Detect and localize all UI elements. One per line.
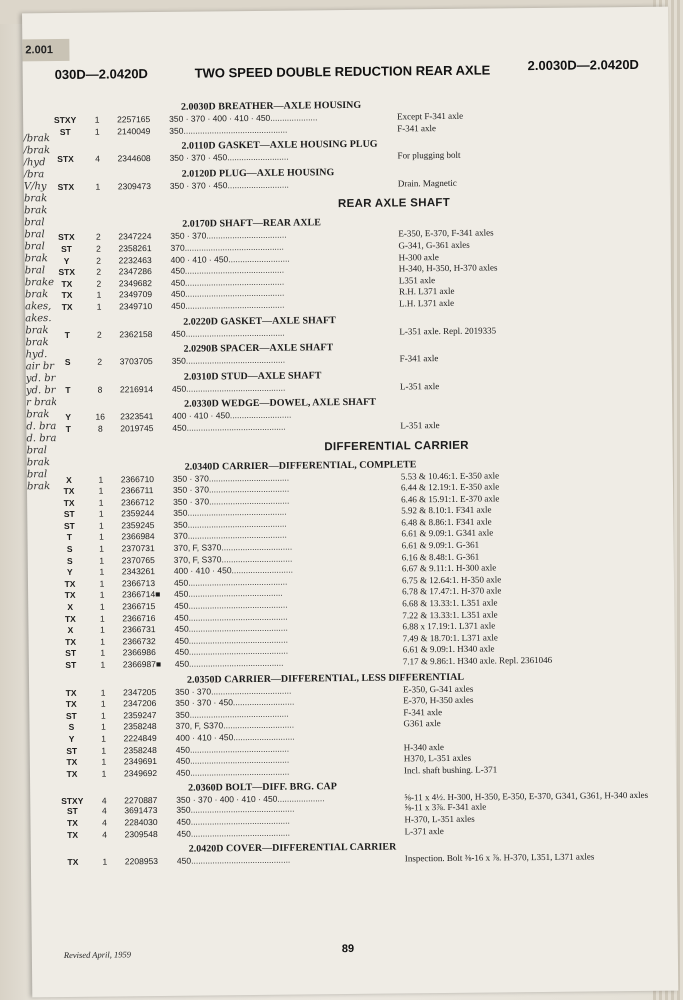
part-number: 2216914 bbox=[119, 383, 154, 395]
description: L-351 axle. Repl. 2019335 bbox=[399, 324, 497, 336]
applicable-models: 400 · 410 · 450.......................... bbox=[170, 253, 290, 265]
description: ⅝-11 x 3⅞. F-341 axle bbox=[404, 801, 487, 813]
model-code: TX bbox=[66, 757, 78, 768]
part-number: 2366712 bbox=[121, 496, 155, 508]
margin-fragment: bral bbox=[24, 229, 45, 241]
applicable-models: 450.......................................... bbox=[176, 854, 291, 866]
description: 6.61 & 9.09:1. G341 axle bbox=[401, 527, 494, 539]
description: 6.61 & 9.09:1. G-361 bbox=[401, 539, 480, 551]
quantity: 1 bbox=[101, 756, 107, 767]
quantity: 4 bbox=[102, 817, 107, 828]
applicable-models: 370.......................................... bbox=[170, 241, 284, 253]
catalog-page bbox=[22, 7, 678, 998]
quantity: 16 bbox=[95, 411, 106, 422]
part-group-title: 2.0170D SHAFT—REAR AXLE bbox=[182, 217, 321, 231]
part-number: 2019745 bbox=[120, 422, 154, 434]
applicable-models: 350 · 370 · 450.......................... bbox=[175, 696, 295, 709]
quantity: 1 bbox=[99, 543, 105, 554]
quantity: 4 bbox=[101, 805, 107, 816]
description: L-351 axle bbox=[399, 380, 440, 392]
part-number: 2257165 bbox=[117, 114, 151, 125]
description: L351 axle bbox=[398, 274, 436, 286]
applicable-models: 350 · 370 · 400 · 410 · 450.................... bbox=[169, 112, 318, 124]
part-number: 2309548 bbox=[124, 828, 158, 839]
quantity: 1 bbox=[99, 578, 105, 589]
applicable-models: 350 · 370.................................. bbox=[173, 495, 290, 507]
description: 6.75 & 12.64:1. H-350 axle bbox=[401, 574, 502, 586]
quantity: 8 bbox=[97, 423, 103, 434]
margin-fragment: brak bbox=[24, 205, 48, 217]
description: H-300 axle bbox=[398, 251, 439, 263]
margin-fragment: brak bbox=[26, 457, 50, 469]
part-group-title: 2.0120D PLUG—AXLE HOUSING bbox=[181, 166, 335, 180]
description: 6.68 & 13.33:1. L351 axle bbox=[402, 597, 498, 609]
part-number: 2366710 bbox=[120, 473, 155, 484]
quantity: 2 bbox=[96, 266, 102, 277]
margin-fragment: brak bbox=[25, 337, 49, 349]
model-code: ST bbox=[65, 710, 77, 721]
quantity: 1 bbox=[96, 301, 102, 312]
part-group-title: 2.0330D WEDGE—DOWEL, AXLE SHAFT bbox=[184, 397, 376, 411]
model-code: ST bbox=[66, 806, 78, 817]
applicable-models: 450.......................................... bbox=[170, 287, 285, 300]
model-code: TX bbox=[61, 290, 73, 301]
applicable-models: 350.......................................... bbox=[175, 708, 289, 720]
model-code: T bbox=[64, 329, 71, 340]
section-heading: DIFFERENTIAL CARRIER bbox=[324, 439, 469, 453]
part-number: 3703705 bbox=[119, 356, 153, 367]
description: L-351 axle bbox=[400, 419, 440, 431]
description: 7.22 & 13.33:1. L351 axle bbox=[402, 609, 498, 621]
description: 5.92 & 8.10:1. F341 axle bbox=[401, 504, 492, 516]
quantity: 1 bbox=[98, 520, 104, 531]
model-code: TX bbox=[66, 768, 78, 779]
part-number: 2370765 bbox=[121, 554, 155, 566]
applicable-models: 350.......................................... bbox=[173, 506, 287, 519]
model-code: ST bbox=[63, 509, 75, 520]
description: ⅝-11 x 4½. H-300, H-350, E-350, E-370, G341, G361, H-340 axles bbox=[404, 790, 649, 803]
margin-fragment: /brak bbox=[23, 145, 51, 157]
model-code: STXY bbox=[61, 796, 84, 807]
margin-fragment: bral bbox=[26, 445, 47, 457]
part-number: 2349709 bbox=[118, 289, 153, 300]
quantity: 1 bbox=[102, 856, 108, 867]
description: G-341, G-361 axles bbox=[398, 239, 470, 251]
model-code: STXY bbox=[53, 114, 77, 126]
description: H-340 axle bbox=[403, 741, 445, 752]
applicable-models: 450.......................................... bbox=[176, 827, 291, 839]
margin-fragment: brak bbox=[23, 193, 48, 205]
header-left-range: 030D—2.0420D bbox=[54, 66, 148, 83]
part-group-title: 2.0030D BREATHER—AXLE HOUSING bbox=[180, 99, 362, 113]
part-group-title: 2.0360D BOLT—DIFF. BRG. CAP bbox=[188, 781, 337, 795]
description: H370, L-351 axles bbox=[403, 752, 472, 764]
model-code: STX bbox=[57, 181, 75, 192]
model-code: ST bbox=[63, 520, 75, 531]
parts-list bbox=[53, 93, 681, 868]
part-number: 2366715 bbox=[122, 601, 156, 612]
description: Except F-341 axle bbox=[397, 110, 464, 122]
quantity: 2 bbox=[96, 243, 101, 254]
margin-fragment: brak bbox=[25, 325, 49, 337]
description: E-350, E-370, F-341 axles bbox=[398, 227, 494, 239]
part-number: 2366731 bbox=[122, 624, 156, 635]
margin-fragment: akes, bbox=[25, 301, 52, 313]
model-code: X bbox=[67, 625, 74, 636]
part-group-title: 2.0350D CARRIER—DIFFERENTIAL, LESS DIFFERENTIAL bbox=[186, 671, 465, 686]
part-number: 2349682 bbox=[118, 277, 152, 289]
description: 6.44 & 12.19:1. E-350 axle bbox=[400, 481, 500, 493]
part-number: 2347286 bbox=[118, 266, 152, 277]
margin-fragment: brak bbox=[26, 409, 50, 421]
quantity: 1 bbox=[98, 497, 104, 508]
model-code: TX bbox=[63, 485, 75, 497]
applicable-models: 450.......................................... bbox=[171, 299, 285, 311]
model-code: TX bbox=[65, 699, 77, 710]
margin-fragment: bral bbox=[24, 217, 45, 229]
model-code: TX bbox=[67, 817, 78, 828]
part-number: 2232463 bbox=[118, 254, 152, 265]
part-number: 2349710 bbox=[119, 300, 153, 312]
model-code: X bbox=[67, 601, 74, 612]
description: 6.67 & 9.11:1. H-300 axle bbox=[401, 562, 497, 574]
model-code: TX bbox=[65, 687, 77, 698]
margin-fragment: yd. br bbox=[25, 385, 56, 397]
applicable-models: 450.......................................... bbox=[174, 634, 289, 646]
margin-fragment: brake bbox=[24, 277, 55, 289]
applicable-models: 450.......................................... bbox=[174, 611, 288, 623]
description: 7.49 & 18.70:1. L371 axle bbox=[402, 632, 498, 644]
model-code: ST bbox=[65, 659, 77, 670]
applicable-models: 350............................................ bbox=[176, 803, 295, 816]
quantity: 1 bbox=[101, 733, 107, 744]
part-group-title: 2.0340D CARRIER—DIFFERENTIAL, COMPLETE bbox=[184, 458, 417, 473]
margin-fragment: yd. br bbox=[25, 373, 56, 385]
part-number: 2140049 bbox=[117, 125, 151, 136]
part-number: 2366987■ bbox=[122, 658, 162, 670]
margin-fragment: brak bbox=[26, 481, 51, 493]
header-right-range: 2.0030D—2.0420D bbox=[527, 56, 639, 74]
margin-fragment: air br bbox=[25, 361, 55, 373]
part-number: 2370731 bbox=[121, 543, 155, 554]
part-number: 2284030 bbox=[124, 816, 158, 828]
part-number: 2270887 bbox=[124, 795, 158, 806]
margin-fragment: d. bra bbox=[26, 421, 57, 433]
quantity: 1 bbox=[99, 601, 105, 612]
quantity: 2 bbox=[95, 231, 101, 242]
quantity: 1 bbox=[98, 508, 104, 519]
model-code: X bbox=[66, 474, 72, 485]
applicable-models: 450.......................................... bbox=[175, 766, 290, 778]
quantity: 1 bbox=[101, 721, 106, 732]
quantity: 1 bbox=[100, 624, 105, 635]
model-code: TX bbox=[64, 590, 76, 601]
description: E-350, G-341 axles bbox=[403, 683, 474, 695]
part-number: 2366732 bbox=[122, 635, 156, 647]
applicable-models: 400 · 410 · 450.......................... bbox=[172, 409, 292, 422]
quantity: 1 bbox=[99, 589, 105, 601]
part-number: 3691473 bbox=[124, 805, 158, 816]
applicable-models: 350 · 370 · 450.......................... bbox=[169, 179, 289, 191]
quantity: 1 bbox=[101, 768, 107, 779]
page-tab: 2.001 bbox=[22, 39, 69, 61]
description: Incl. shaft bushing. L-371 bbox=[403, 764, 498, 776]
part-number: 2349692 bbox=[123, 767, 158, 779]
model-code: TX bbox=[61, 278, 73, 289]
quantity: 4 bbox=[102, 829, 108, 840]
quantity: 1 bbox=[94, 114, 100, 125]
applicable-models: 400 · 410 · 450.......................... bbox=[175, 731, 295, 743]
quantity: 1 bbox=[94, 126, 100, 137]
applicable-models: 350 · 370.................................. bbox=[175, 685, 292, 697]
part-number: 2347224 bbox=[118, 231, 152, 242]
applicable-models: 450.......................................... bbox=[173, 576, 288, 588]
description: For plugging bolt bbox=[397, 149, 461, 161]
model-code: STX bbox=[58, 232, 75, 243]
applicable-models: 350 · 370.................................. bbox=[170, 229, 287, 242]
margin-fragment: brak bbox=[24, 289, 49, 301]
quantity: 2 bbox=[96, 329, 102, 340]
margin-fragment: brak bbox=[24, 253, 48, 265]
part-group-title: 2.0220D GASKET—AXLE SHAFT bbox=[183, 314, 336, 328]
model-code: ST bbox=[65, 648, 77, 659]
part-group-title: 2.0110D GASKET—AXLE HOUSING PLUG bbox=[181, 138, 378, 152]
part-number: 2366714■ bbox=[122, 589, 161, 600]
quantity: 1 bbox=[99, 566, 105, 577]
applicable-models: 450........................................ bbox=[174, 588, 283, 600]
description: H-340, H-350, H-370 axles bbox=[398, 262, 498, 274]
margin-fragment: bral bbox=[24, 265, 46, 277]
part-group-title: 2.0310D STUD—AXLE SHAFT bbox=[183, 369, 322, 383]
description: G361 axle bbox=[403, 718, 441, 729]
model-code: TX bbox=[67, 829, 79, 840]
model-code: TX bbox=[65, 636, 77, 647]
part-number: 2366986 bbox=[122, 647, 156, 658]
quantity: 1 bbox=[98, 474, 104, 485]
quantity: 4 bbox=[95, 153, 100, 164]
quantity: 1 bbox=[100, 698, 106, 709]
model-code: T bbox=[65, 423, 72, 434]
quantity: 1 bbox=[100, 636, 106, 647]
applicable-models: 350.......................................... bbox=[173, 518, 287, 530]
quantity: 1 bbox=[101, 745, 107, 756]
description: 6.16 & 8.48:1. G-361 bbox=[401, 551, 480, 563]
margin-fragment: /brak bbox=[23, 133, 50, 145]
part-number: 2323541 bbox=[120, 411, 154, 422]
quantity: 1 bbox=[96, 289, 102, 300]
model-code: T bbox=[65, 384, 71, 395]
model-code: S bbox=[64, 357, 71, 368]
description: 6.88 x 17.19:1. L371 axle bbox=[402, 620, 496, 632]
model-code: ST bbox=[66, 745, 78, 756]
part-number: 2366713 bbox=[121, 577, 156, 589]
margin-fragment: /bra bbox=[23, 169, 45, 181]
model-code: Y bbox=[66, 567, 73, 578]
quantity: 8 bbox=[97, 384, 103, 395]
margin-fragment: V/hy bbox=[23, 181, 47, 193]
quantity: 1 bbox=[100, 659, 106, 670]
part-number: 2344608 bbox=[117, 153, 151, 164]
description: 5.53 & 10.46:1. E-350 axle bbox=[400, 469, 500, 481]
model-code: Y bbox=[65, 412, 72, 423]
applicable-models: 370, F, S370.............................. bbox=[175, 719, 295, 732]
applicable-models: 450........................................ bbox=[174, 657, 284, 669]
margin-fragment: bral bbox=[24, 241, 45, 253]
applicable-models: 370.......................................... bbox=[173, 530, 287, 542]
applicable-models: 450.......................................... bbox=[174, 599, 288, 611]
margin-fragment: /hyd bbox=[23, 157, 46, 169]
applicable-models: 350 · 370.................................. bbox=[172, 483, 290, 495]
description: 7.17 & 9.86:1. H340 axle. Repl. 2361046 bbox=[402, 654, 553, 667]
part-number: 2347205 bbox=[123, 686, 157, 697]
margin-fragment: hyd. bbox=[25, 349, 48, 361]
model-code: ST bbox=[59, 126, 71, 137]
page-title: TWO SPEED DOUBLE REDUCTION REAR AXLE bbox=[194, 62, 491, 81]
applicable-models: 350............................................ bbox=[169, 124, 288, 136]
part-group-title: 2.0290B SPACER—AXLE SHAFT bbox=[183, 342, 334, 355]
model-code: Y bbox=[68, 733, 75, 744]
applicable-models: 350.......................................... bbox=[171, 354, 286, 366]
applicable-models: 450.......................................... bbox=[175, 754, 290, 766]
revision-note: Revised April, 1959 bbox=[63, 949, 132, 960]
page-number: 89 bbox=[341, 942, 355, 956]
part-number: 2359247 bbox=[123, 709, 157, 721]
description: 6.48 & 8.86:1. F341 axle bbox=[401, 516, 492, 528]
applicable-models: 450.......................................... bbox=[171, 382, 286, 394]
applicable-models: 350 · 370 · 400 · 410 · 450.................... bbox=[176, 793, 325, 806]
quantity: 1 bbox=[99, 613, 105, 624]
quantity: 2 bbox=[96, 255, 102, 266]
part-number: 2366984 bbox=[121, 531, 155, 542]
description: E-370, H-350 axles bbox=[403, 694, 474, 706]
quantity: 1 bbox=[99, 555, 105, 566]
applicable-models: 370, F, S370.............................. bbox=[173, 553, 293, 565]
applicable-models: 450.......................................... bbox=[171, 327, 285, 339]
description: L.H. L371 axle bbox=[399, 297, 455, 309]
part-number: 2358248 bbox=[123, 744, 157, 755]
applicable-models: 450.......................................... bbox=[170, 264, 285, 276]
applicable-models: 370, F, S370.............................. bbox=[173, 541, 293, 553]
part-number: 2366711 bbox=[120, 485, 154, 496]
model-code: ST bbox=[60, 243, 72, 254]
quantity: 1 bbox=[99, 532, 104, 543]
model-code: TX bbox=[64, 578, 76, 589]
applicable-models: 450.......................................... bbox=[174, 646, 289, 658]
description: Inspection. Bolt ⅜-16 x ⅞. H-370, L351, L371 axles bbox=[404, 851, 595, 864]
margin-fragment: d. bra bbox=[26, 433, 57, 445]
description: Drain. Magnetic bbox=[397, 177, 457, 189]
applicable-models: 450.......................................... bbox=[175, 743, 290, 755]
section-heading: REAR AXLE SHAFT bbox=[337, 197, 451, 211]
description: H-370, L-351 axles bbox=[404, 813, 475, 825]
applicable-models: 400 · 410 · 450.......................... bbox=[173, 564, 293, 577]
description: 6.46 & 15.91:1. E-370 axle bbox=[401, 493, 500, 505]
applicable-models: 450.......................................... bbox=[170, 276, 285, 288]
description: R.H. L371 axle bbox=[398, 286, 455, 297]
part-number: 2358261 bbox=[118, 243, 152, 254]
part-number: 2359245 bbox=[121, 519, 155, 531]
model-code: S bbox=[68, 722, 75, 733]
description: L-371 axle bbox=[404, 825, 444, 836]
description: F-341 axle bbox=[397, 122, 437, 134]
model-code: TX bbox=[61, 301, 73, 312]
part-number: 2362158 bbox=[119, 328, 153, 339]
part-number: 2366716 bbox=[122, 612, 156, 623]
model-code: Y bbox=[63, 255, 70, 266]
margin-fragment: akes. bbox=[25, 313, 52, 325]
applicable-models: 350 · 370.................................. bbox=[172, 472, 290, 484]
part-number: 2309473 bbox=[117, 180, 151, 192]
quantity: 1 bbox=[98, 485, 104, 496]
quantity: 1 bbox=[100, 710, 106, 721]
model-code: TX bbox=[64, 613, 76, 624]
applicable-models: 350 · 370 · 450.......................... bbox=[169, 151, 289, 164]
model-code: S bbox=[66, 543, 73, 555]
model-code: TX bbox=[63, 497, 75, 508]
part-number: 2347206 bbox=[123, 698, 157, 709]
quantity: 2 bbox=[96, 278, 102, 289]
part-number: 2349691 bbox=[123, 756, 158, 767]
quantity: 1 bbox=[100, 647, 106, 659]
applicable-models: 450.......................................... bbox=[172, 421, 286, 433]
quantity: 1 bbox=[95, 181, 101, 192]
description: F-341 axle bbox=[399, 353, 439, 364]
description: 6.61 & 9.09:1. H340 axle bbox=[402, 643, 495, 655]
quantity: 1 bbox=[100, 687, 106, 698]
model-code: TX bbox=[67, 856, 79, 868]
part-number: 2358248 bbox=[123, 721, 157, 732]
description: 6.78 & 17.47:1. H-370 axle bbox=[402, 585, 502, 597]
model-code: STX bbox=[58, 266, 76, 278]
description: F-341 axle bbox=[403, 706, 443, 718]
quantity: 4 bbox=[101, 795, 107, 806]
applicable-models: 450.......................................... bbox=[176, 815, 290, 827]
part-number: 2224849 bbox=[123, 732, 157, 744]
part-number: 2359244 bbox=[121, 508, 155, 519]
part-number: 2343261 bbox=[121, 566, 156, 577]
model-code: STX bbox=[57, 154, 74, 165]
model-code: T bbox=[66, 532, 73, 543]
part-group-title: 2.0420D COVER—DIFFERENTIAL CARRIER bbox=[188, 841, 397, 855]
part-number: 2208953 bbox=[124, 856, 159, 867]
margin-fragment: bral bbox=[26, 469, 48, 481]
quantity: 2 bbox=[97, 356, 103, 367]
margin-fragment: r brak bbox=[26, 397, 58, 409]
applicable-models: 450.......................................... bbox=[174, 622, 288, 635]
model-code: S bbox=[66, 555, 73, 566]
